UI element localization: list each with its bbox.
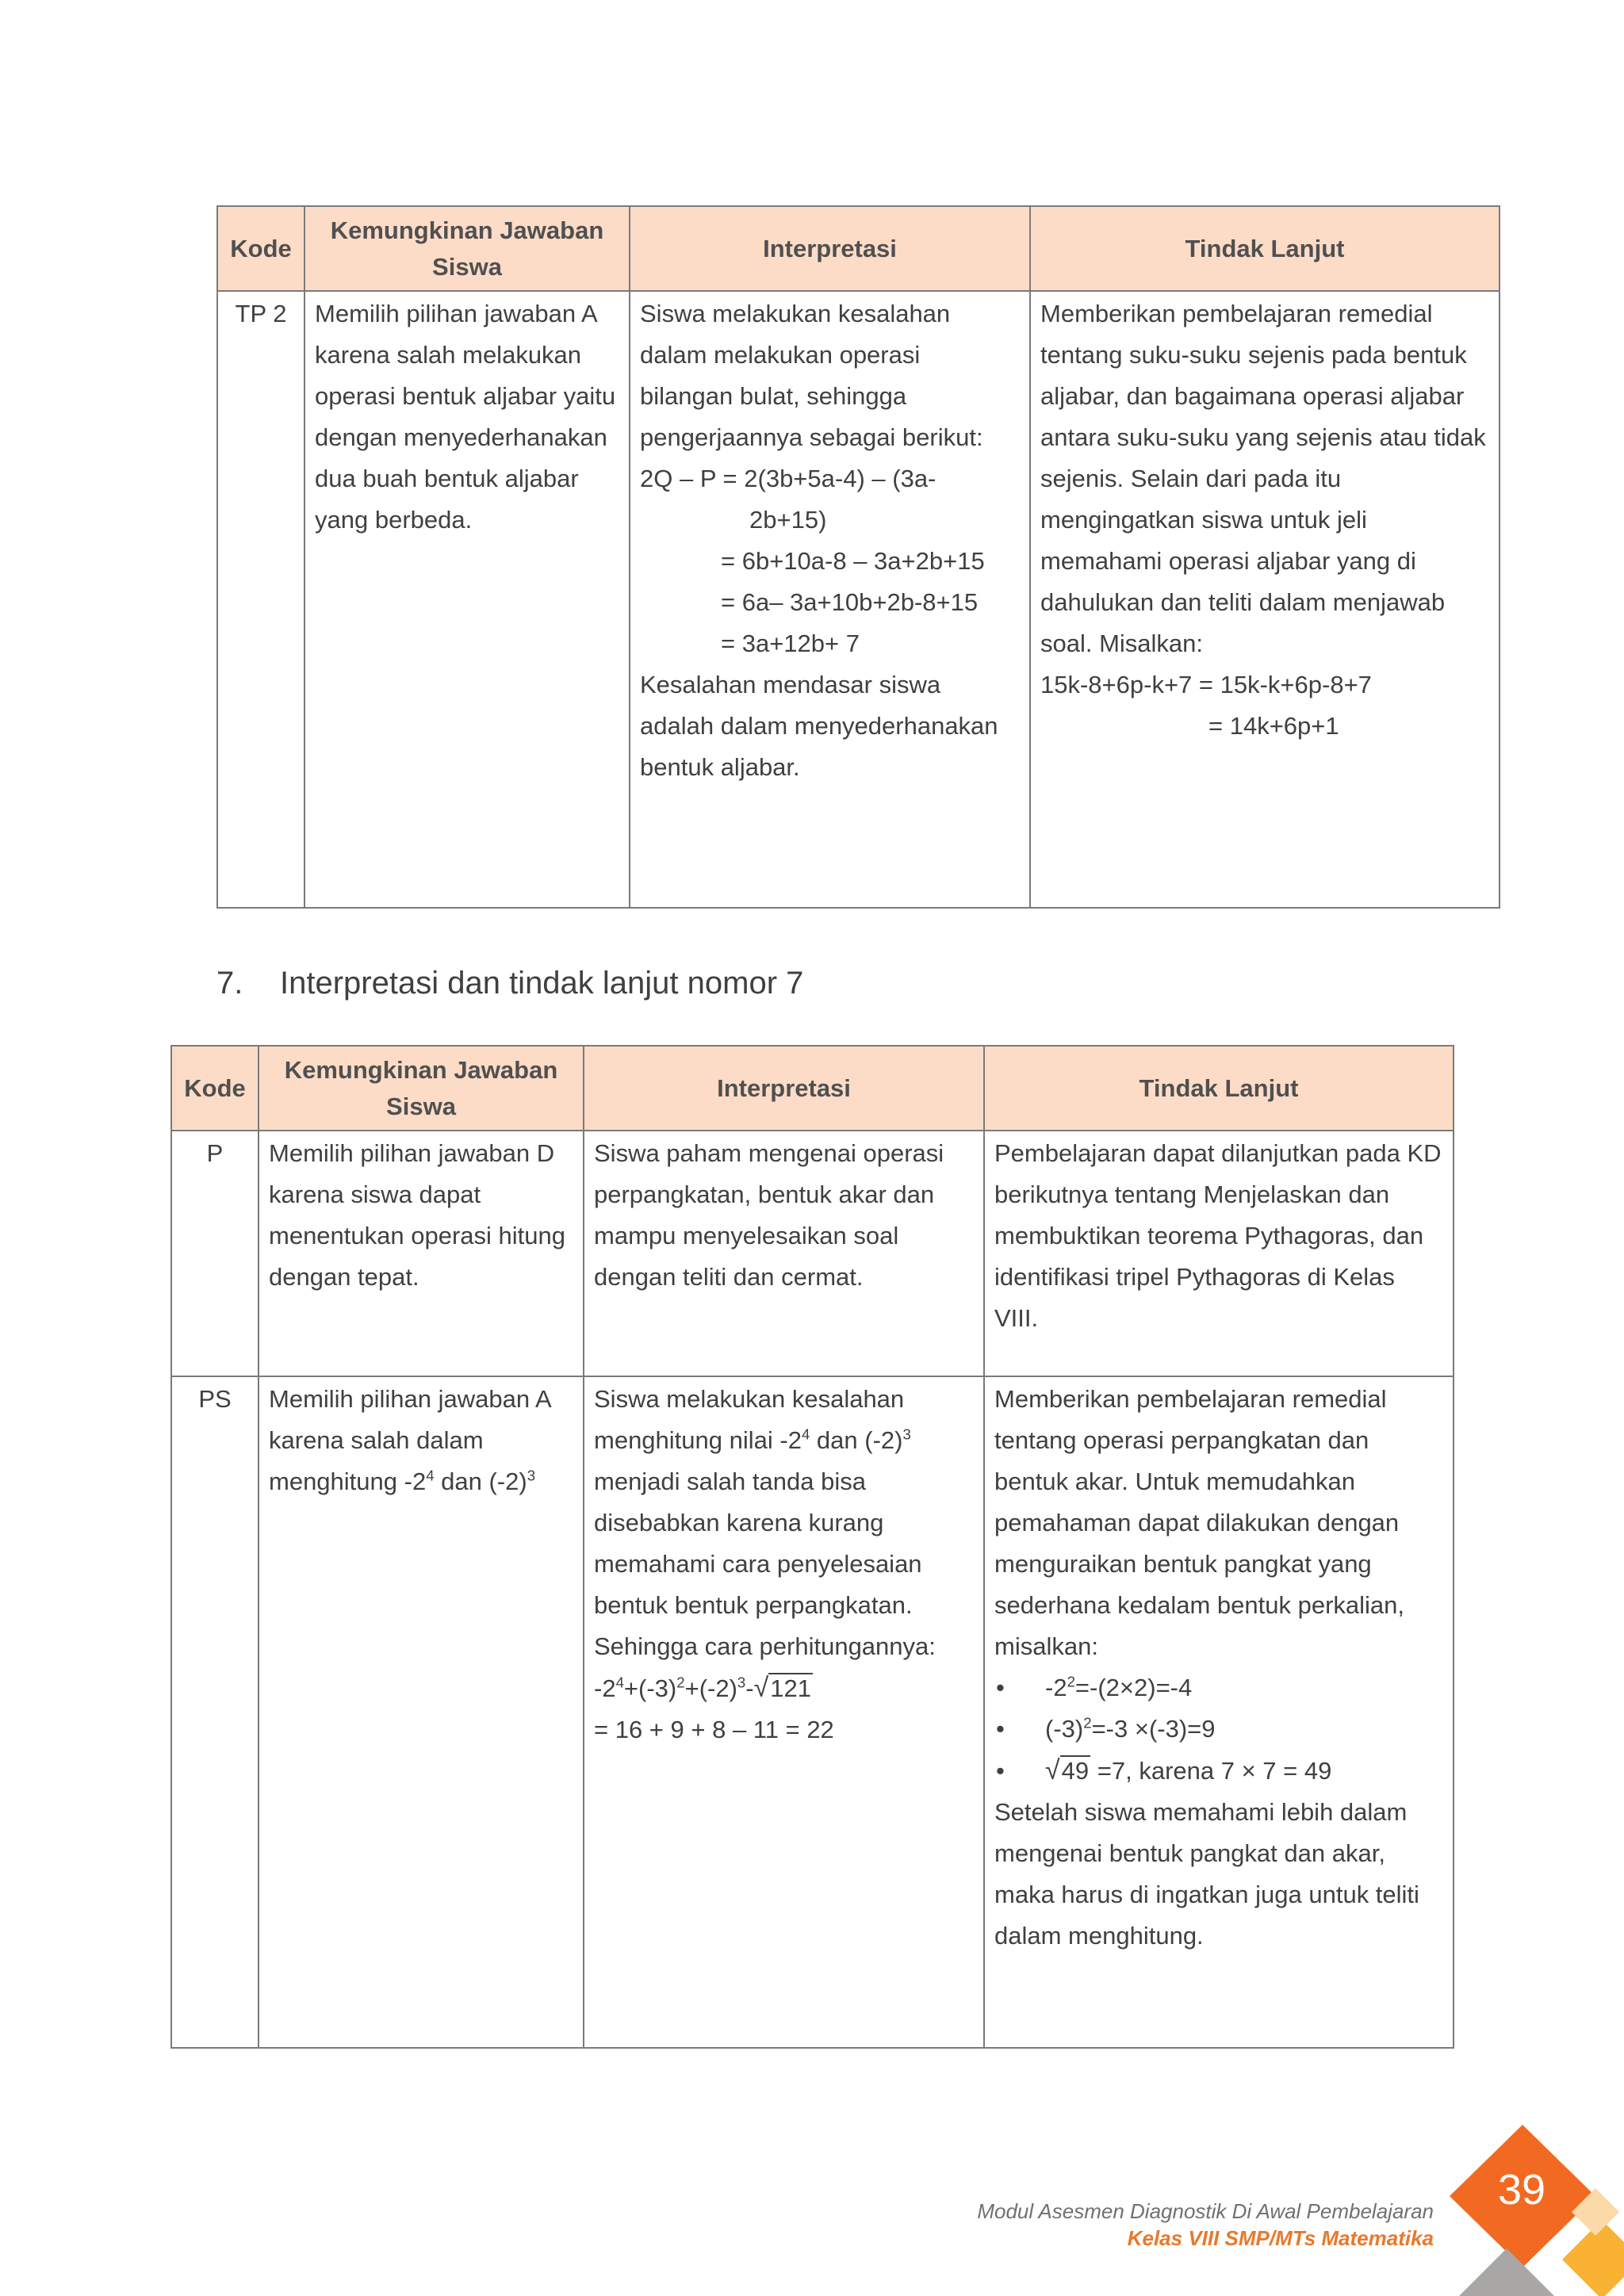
bullet-item xyxy=(994,1667,1443,1709)
math-part: -2 xyxy=(1045,1674,1067,1701)
bullet-icon: • xyxy=(996,1715,1005,1743)
calc-line: 2b+15) xyxy=(749,506,827,534)
interpretasi-outro: Kesalahan mendasar siswa adalah dalam menyederhanakan bentuk aljabar. xyxy=(640,671,998,781)
math-part: - xyxy=(745,1674,754,1702)
bullet-icon: • xyxy=(996,1757,1005,1785)
cell-interpretasi xyxy=(584,1376,984,2048)
footer-title: Modul Asesmen Diagnostik Di Awal Pembelajaran xyxy=(977,2199,1434,2223)
footer xyxy=(977,2198,1434,2252)
cell-tindak-lanjut xyxy=(1030,291,1500,908)
math-part: +(-3) xyxy=(623,1674,677,1702)
tindak-text: Memberikan pembelajaran remedial tentang suku-suku sejenis pada bentuk aljabar, dan bagaimana operasi aljabar antara suku-suku yang sejenis atau tidak sejenis. Selain dari pada itu mengingatkan siswa untuk jeli memahami operasi aljabar yang di dahulukan dan teliti dalam menjawab soal. Misalkan: xyxy=(1040,300,1486,657)
cell-interpretasi xyxy=(630,291,1030,908)
superscript: 3 xyxy=(902,1425,911,1443)
jawaban-text: dan (-2) xyxy=(434,1468,527,1495)
section-title: Interpretasi dan tindak lanjut nomor 7 xyxy=(280,966,804,1001)
header-kode: Kode xyxy=(171,1046,259,1131)
header-kode: Kode xyxy=(217,206,304,291)
footer-subtitle: Kelas VIII SMP/MTs Matematika xyxy=(1127,2226,1434,2250)
radical-sign: √ xyxy=(753,1673,769,1703)
cell-kode: TP 2 xyxy=(217,291,304,908)
section-heading xyxy=(216,966,803,1001)
cell-kode: PS xyxy=(171,1376,259,2048)
tindak-text: Setelah siswa memahami lebih dalam mengenai bentuk pangkat dan akar, maka harus di ingatkan juga untuk teliti dalam menghitung. xyxy=(994,1798,1419,1950)
calc-line: 15k-8+6p-k+7 = 15k-k+6p-8+7 xyxy=(1040,671,1372,698)
interpretasi-line: Siswa melakukan kesalahan xyxy=(594,1385,905,1413)
superscript: 3 xyxy=(527,1467,536,1484)
radicand: 49 xyxy=(1061,1757,1090,1785)
cell-jawaban: Memilih pilihan jawaban D karena siswa dapat menentukan operasi hitung dengan tepat. xyxy=(259,1131,584,1376)
table-header-row xyxy=(171,1046,1454,1131)
math-part: +(-2) xyxy=(684,1674,737,1702)
calc-line: = 14k+6p+1 xyxy=(1208,712,1339,740)
table-row xyxy=(217,291,1500,908)
radicand: 121 xyxy=(770,1674,811,1702)
header-interpretasi: Interpretasi xyxy=(630,206,1030,291)
math-expression xyxy=(594,1667,974,1709)
superscript: 4 xyxy=(615,1674,624,1691)
cell-tindak-lanjut xyxy=(984,1376,1454,2048)
cell-tindak-lanjut: Pembelajaran dapat dilanjutkan pada KD berikutnya tentang Menjelaskan dan membuktikan teorema Pythagoras, dan identifikasi tripel Pythagoras di Kelas VIII. xyxy=(984,1131,1454,1376)
header-tindak-lanjut: Tindak Lanjut xyxy=(1030,206,1500,291)
bullet-item xyxy=(994,1750,1443,1792)
table-row xyxy=(171,1131,1454,1376)
table-tp2 xyxy=(216,205,1500,909)
math-part: -2 xyxy=(594,1674,616,1702)
bullet-item xyxy=(994,1709,1443,1750)
superscript: 4 xyxy=(801,1425,810,1443)
interpretasi-intro: Siswa melakukan kesalahan dalam melakukan operasi bilangan bulat, sehingga pengerjaannya sebagai berikut: xyxy=(640,300,983,451)
header-interpretasi: Interpretasi xyxy=(584,1046,984,1131)
cell-jawaban: Memilih pilihan jawaban A karena salah melakukan operasi bentuk aljabar yaitu dengan menyederhanakan dua buah bentuk aljabar yang berbeda. xyxy=(304,291,630,908)
jawaban-text: Memilih pilihan jawaban A karena salah dalam menghitung -2 xyxy=(269,1385,550,1495)
calc-line: = 3a+12b+ 7 xyxy=(721,629,860,657)
cell-jawaban xyxy=(259,1376,584,2048)
header-jawaban: Kemungkinan Jawaban Siswa xyxy=(304,206,630,291)
cell-interpretasi: Siswa paham mengenai operasi perpangkatan, bentuk akar dan mampu menyelesaikan soal dengan teliti dan cermat. xyxy=(584,1131,984,1376)
table-row xyxy=(171,1376,1454,2048)
superscript: 3 xyxy=(737,1674,746,1691)
superscript: 4 xyxy=(426,1467,435,1484)
interpretasi-line xyxy=(594,1420,974,1461)
math-result: = 16 + 9 + 8 – 11 = 22 xyxy=(594,1716,834,1743)
interpretasi-text: dan (-2) xyxy=(810,1426,903,1454)
tindak-text: Memberikan pembelajaran remedial tentang operasi perpangkatan dan bentuk akar. Untuk memudahkan pemahaman dapat dilakukan dengan menguraikan bentuk pangkat yang sederhana kedalam bentuk perkalian, misalkan: xyxy=(994,1385,1405,1660)
calc-line: = 6a– 3a+10b+2b-8+15 xyxy=(721,588,979,616)
superscript: 2 xyxy=(676,1674,685,1691)
page-number: 39 xyxy=(1497,2166,1546,2214)
math-part: =-3 ×(-3)=9 xyxy=(1091,1715,1216,1743)
math-part: =-(2×2)=-4 xyxy=(1074,1674,1193,1701)
interpretasi-text: menjadi salah tanda bisa disebabkan karena kurang memahami cara penyelesaian bentuk bentuk perpangkatan. Sehingga cara perhitungannya: xyxy=(594,1468,936,1660)
interpretasi-text: menghitung nilai -2 xyxy=(594,1426,802,1454)
table-nomor-7 xyxy=(170,1045,1454,2049)
calc-line: = 6b+10a-8 – 3a+2b+15 xyxy=(721,547,985,575)
cell-kode: P xyxy=(171,1131,259,1376)
header-jawaban: Kemungkinan Jawaban Siswa xyxy=(259,1046,584,1131)
math-part: =7, karena 7 × 7 = 49 xyxy=(1090,1757,1332,1785)
calc-line: 2Q – P = 2(3b+5a-4) – (3a- xyxy=(640,465,936,492)
header-tindak-lanjut: Tindak Lanjut xyxy=(984,1046,1454,1131)
section-number: 7. xyxy=(216,966,243,1001)
bullet-icon: • xyxy=(996,1674,1005,1701)
radical-sign: √ xyxy=(1045,1755,1060,1785)
superscript: 2 xyxy=(1083,1714,1092,1732)
grey-triangle-shape xyxy=(1459,2248,1554,2296)
table-header-row xyxy=(217,206,1500,291)
math-part: (-3) xyxy=(1045,1715,1084,1743)
superscript: 2 xyxy=(1067,1673,1075,1690)
